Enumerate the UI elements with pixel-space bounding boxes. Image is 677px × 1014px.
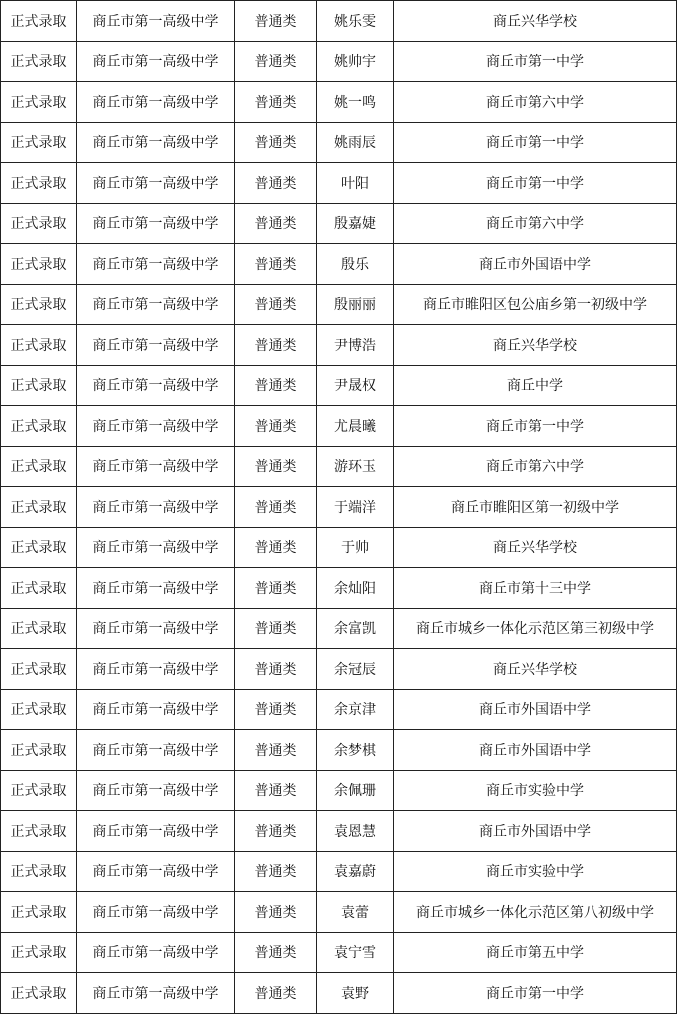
- admitted-school-cell: 商丘市第一高级中学: [77, 527, 235, 568]
- admission-status-cell: 正式录取: [1, 1, 77, 42]
- student-name-cell: 姚雨辰: [317, 122, 394, 163]
- graduated-school-cell: 商丘市睢阳区第一初级中学: [394, 487, 677, 528]
- student-name-cell: 于端洋: [317, 487, 394, 528]
- admission-status-cell: 正式录取: [1, 527, 77, 568]
- admitted-school-cell: 商丘市第一高级中学: [77, 122, 235, 163]
- category-cell: 普通类: [235, 122, 317, 163]
- admission-status-cell: 正式录取: [1, 770, 77, 811]
- graduated-school-cell: 商丘市第五中学: [394, 932, 677, 973]
- admission-status-cell: 正式录取: [1, 487, 77, 528]
- graduated-school-cell: 商丘市第一中学: [394, 122, 677, 163]
- student-name-cell: 余梦棋: [317, 730, 394, 771]
- admission-status-cell: 正式录取: [1, 892, 77, 933]
- student-name-cell: 袁宁雪: [317, 932, 394, 973]
- graduated-school-cell: 商丘市第六中学: [394, 82, 677, 123]
- admitted-school-cell: 商丘市第一高级中学: [77, 689, 235, 730]
- table-row: [1, 689, 677, 730]
- graduated-school-cell: 商丘市外国语中学: [394, 689, 677, 730]
- table-row: [1, 82, 677, 123]
- table-row: [1, 811, 677, 852]
- category-cell: 普通类: [235, 892, 317, 933]
- graduated-school-cell: 商丘市睢阳区包公庙乡第一初级中学: [394, 284, 677, 325]
- category-cell: 普通类: [235, 932, 317, 973]
- table-row: [1, 446, 677, 487]
- table-row: [1, 730, 677, 771]
- table-row: [1, 325, 677, 366]
- student-name-cell: 殷乐: [317, 244, 394, 285]
- category-cell: 普通类: [235, 163, 317, 204]
- student-name-cell: 余冠辰: [317, 649, 394, 690]
- student-name-cell: 于帅: [317, 527, 394, 568]
- category-cell: 普通类: [235, 730, 317, 771]
- student-name-cell: 袁蕾: [317, 892, 394, 933]
- graduated-school-cell: 商丘市第十三中学: [394, 568, 677, 609]
- admission-status-cell: 正式录取: [1, 730, 77, 771]
- student-name-cell: 袁野: [317, 973, 394, 1014]
- student-name-cell: 姚乐雯: [317, 1, 394, 42]
- table-row: [1, 41, 677, 82]
- graduated-school-cell: 商丘兴华学校: [394, 649, 677, 690]
- category-cell: 普通类: [235, 973, 317, 1014]
- category-cell: 普通类: [235, 284, 317, 325]
- student-name-cell: 尤晨曦: [317, 406, 394, 447]
- student-name-cell: 余京津: [317, 689, 394, 730]
- table-row: [1, 568, 677, 609]
- admission-status-cell: 正式录取: [1, 851, 77, 892]
- admitted-school-cell: 商丘市第一高级中学: [77, 892, 235, 933]
- category-cell: 普通类: [235, 203, 317, 244]
- table-row: [1, 851, 677, 892]
- graduated-school-cell: 商丘市实验中学: [394, 851, 677, 892]
- student-name-cell: 姚一鸣: [317, 82, 394, 123]
- admission-status-cell: 正式录取: [1, 689, 77, 730]
- admitted-school-cell: 商丘市第一高级中学: [77, 973, 235, 1014]
- admission-status-cell: 正式录取: [1, 325, 77, 366]
- graduated-school-cell: 商丘市第六中学: [394, 203, 677, 244]
- category-cell: 普通类: [235, 689, 317, 730]
- student-name-cell: 姚帅宇: [317, 41, 394, 82]
- graduated-school-cell: 商丘中学: [394, 365, 677, 406]
- admitted-school-cell: 商丘市第一高级中学: [77, 1, 235, 42]
- admission-status-cell: 正式录取: [1, 973, 77, 1014]
- admitted-school-cell: 商丘市第一高级中学: [77, 932, 235, 973]
- admitted-school-cell: 商丘市第一高级中学: [77, 568, 235, 609]
- admitted-school-cell: 商丘市第一高级中学: [77, 82, 235, 123]
- student-name-cell: 余灿阳: [317, 568, 394, 609]
- admitted-school-cell: 商丘市第一高级中学: [77, 365, 235, 406]
- admission-status-cell: 正式录取: [1, 649, 77, 690]
- graduated-school-cell: 商丘市城乡一体化示范区第八初级中学: [394, 892, 677, 933]
- student-name-cell: 余富凯: [317, 608, 394, 649]
- category-cell: 普通类: [235, 770, 317, 811]
- category-cell: 普通类: [235, 365, 317, 406]
- table-row: [1, 284, 677, 325]
- student-name-cell: 殷嘉婕: [317, 203, 394, 244]
- student-name-cell: 尹博浩: [317, 325, 394, 366]
- admitted-school-cell: 商丘市第一高级中学: [77, 244, 235, 285]
- student-name-cell: 余佩珊: [317, 770, 394, 811]
- student-name-cell: 袁嘉蔚: [317, 851, 394, 892]
- table-row: [1, 244, 677, 285]
- admission-status-cell: 正式录取: [1, 82, 77, 123]
- table-row: [1, 365, 677, 406]
- admission-status-cell: 正式录取: [1, 122, 77, 163]
- admission-status-cell: 正式录取: [1, 365, 77, 406]
- graduated-school-cell: 商丘市第一中学: [394, 41, 677, 82]
- admitted-school-cell: 商丘市第一高级中学: [77, 284, 235, 325]
- admitted-school-cell: 商丘市第一高级中学: [77, 770, 235, 811]
- category-cell: 普通类: [235, 608, 317, 649]
- category-cell: 普通类: [235, 527, 317, 568]
- table-row: [1, 163, 677, 204]
- student-name-cell: 袁恩慧: [317, 811, 394, 852]
- graduated-school-cell: 商丘市第一中学: [394, 973, 677, 1014]
- graduated-school-cell: 商丘市第一中学: [394, 163, 677, 204]
- admission-status-cell: 正式录取: [1, 446, 77, 487]
- table-row: [1, 122, 677, 163]
- table-row: [1, 892, 677, 933]
- category-cell: 普通类: [235, 811, 317, 852]
- table-row: [1, 1, 677, 42]
- admission-status-cell: 正式录取: [1, 41, 77, 82]
- graduated-school-cell: 商丘市实验中学: [394, 770, 677, 811]
- admitted-school-cell: 商丘市第一高级中学: [77, 446, 235, 487]
- graduated-school-cell: 商丘市外国语中学: [394, 730, 677, 771]
- admitted-school-cell: 商丘市第一高级中学: [77, 163, 235, 204]
- graduated-school-cell: 商丘市外国语中学: [394, 811, 677, 852]
- category-cell: 普通类: [235, 568, 317, 609]
- admission-status-cell: 正式录取: [1, 163, 77, 204]
- admission-status-cell: 正式录取: [1, 406, 77, 447]
- admission-status-cell: 正式录取: [1, 203, 77, 244]
- admission-status-cell: 正式录取: [1, 932, 77, 973]
- admitted-school-cell: 商丘市第一高级中学: [77, 487, 235, 528]
- student-name-cell: 叶阳: [317, 163, 394, 204]
- admission-status-cell: 正式录取: [1, 244, 77, 285]
- admission-status-cell: 正式录取: [1, 284, 77, 325]
- category-cell: 普通类: [235, 244, 317, 285]
- admitted-school-cell: 商丘市第一高级中学: [77, 851, 235, 892]
- graduated-school-cell: 商丘市第一中学: [394, 406, 677, 447]
- table-row: [1, 608, 677, 649]
- table-row: [1, 649, 677, 690]
- table-row: [1, 406, 677, 447]
- category-cell: 普通类: [235, 487, 317, 528]
- admitted-school-cell: 商丘市第一高级中学: [77, 811, 235, 852]
- graduated-school-cell: 商丘市城乡一体化示范区第三初级中学: [394, 608, 677, 649]
- category-cell: 普通类: [235, 1, 317, 42]
- graduated-school-cell: 商丘市第六中学: [394, 446, 677, 487]
- category-cell: 普通类: [235, 82, 317, 123]
- admitted-school-cell: 商丘市第一高级中学: [77, 41, 235, 82]
- admission-status-cell: 正式录取: [1, 608, 77, 649]
- graduated-school-cell: 商丘兴华学校: [394, 527, 677, 568]
- admitted-school-cell: 商丘市第一高级中学: [77, 325, 235, 366]
- category-cell: 普通类: [235, 41, 317, 82]
- table-row: [1, 527, 677, 568]
- table-row: [1, 487, 677, 528]
- admitted-school-cell: 商丘市第一高级中学: [77, 608, 235, 649]
- admitted-school-cell: 商丘市第一高级中学: [77, 730, 235, 771]
- category-cell: 普通类: [235, 446, 317, 487]
- admitted-school-cell: 商丘市第一高级中学: [77, 406, 235, 447]
- table-row: [1, 770, 677, 811]
- table-row: [1, 203, 677, 244]
- student-name-cell: 游环玉: [317, 446, 394, 487]
- student-name-cell: 尹晟权: [317, 365, 394, 406]
- admission-table-body: [1, 1, 677, 1014]
- table-row: [1, 932, 677, 973]
- category-cell: 普通类: [235, 325, 317, 366]
- admission-status-cell: 正式录取: [1, 811, 77, 852]
- category-cell: 普通类: [235, 406, 317, 447]
- graduated-school-cell: 商丘兴华学校: [394, 1, 677, 42]
- category-cell: 普通类: [235, 649, 317, 690]
- admitted-school-cell: 商丘市第一高级中学: [77, 649, 235, 690]
- student-name-cell: 殷丽丽: [317, 284, 394, 325]
- category-cell: 普通类: [235, 851, 317, 892]
- graduated-school-cell: 商丘市外国语中学: [394, 244, 677, 285]
- graduated-school-cell: 商丘兴华学校: [394, 325, 677, 366]
- admitted-school-cell: 商丘市第一高级中学: [77, 203, 235, 244]
- table-row: [1, 973, 677, 1014]
- admission-status-cell: 正式录取: [1, 568, 77, 609]
